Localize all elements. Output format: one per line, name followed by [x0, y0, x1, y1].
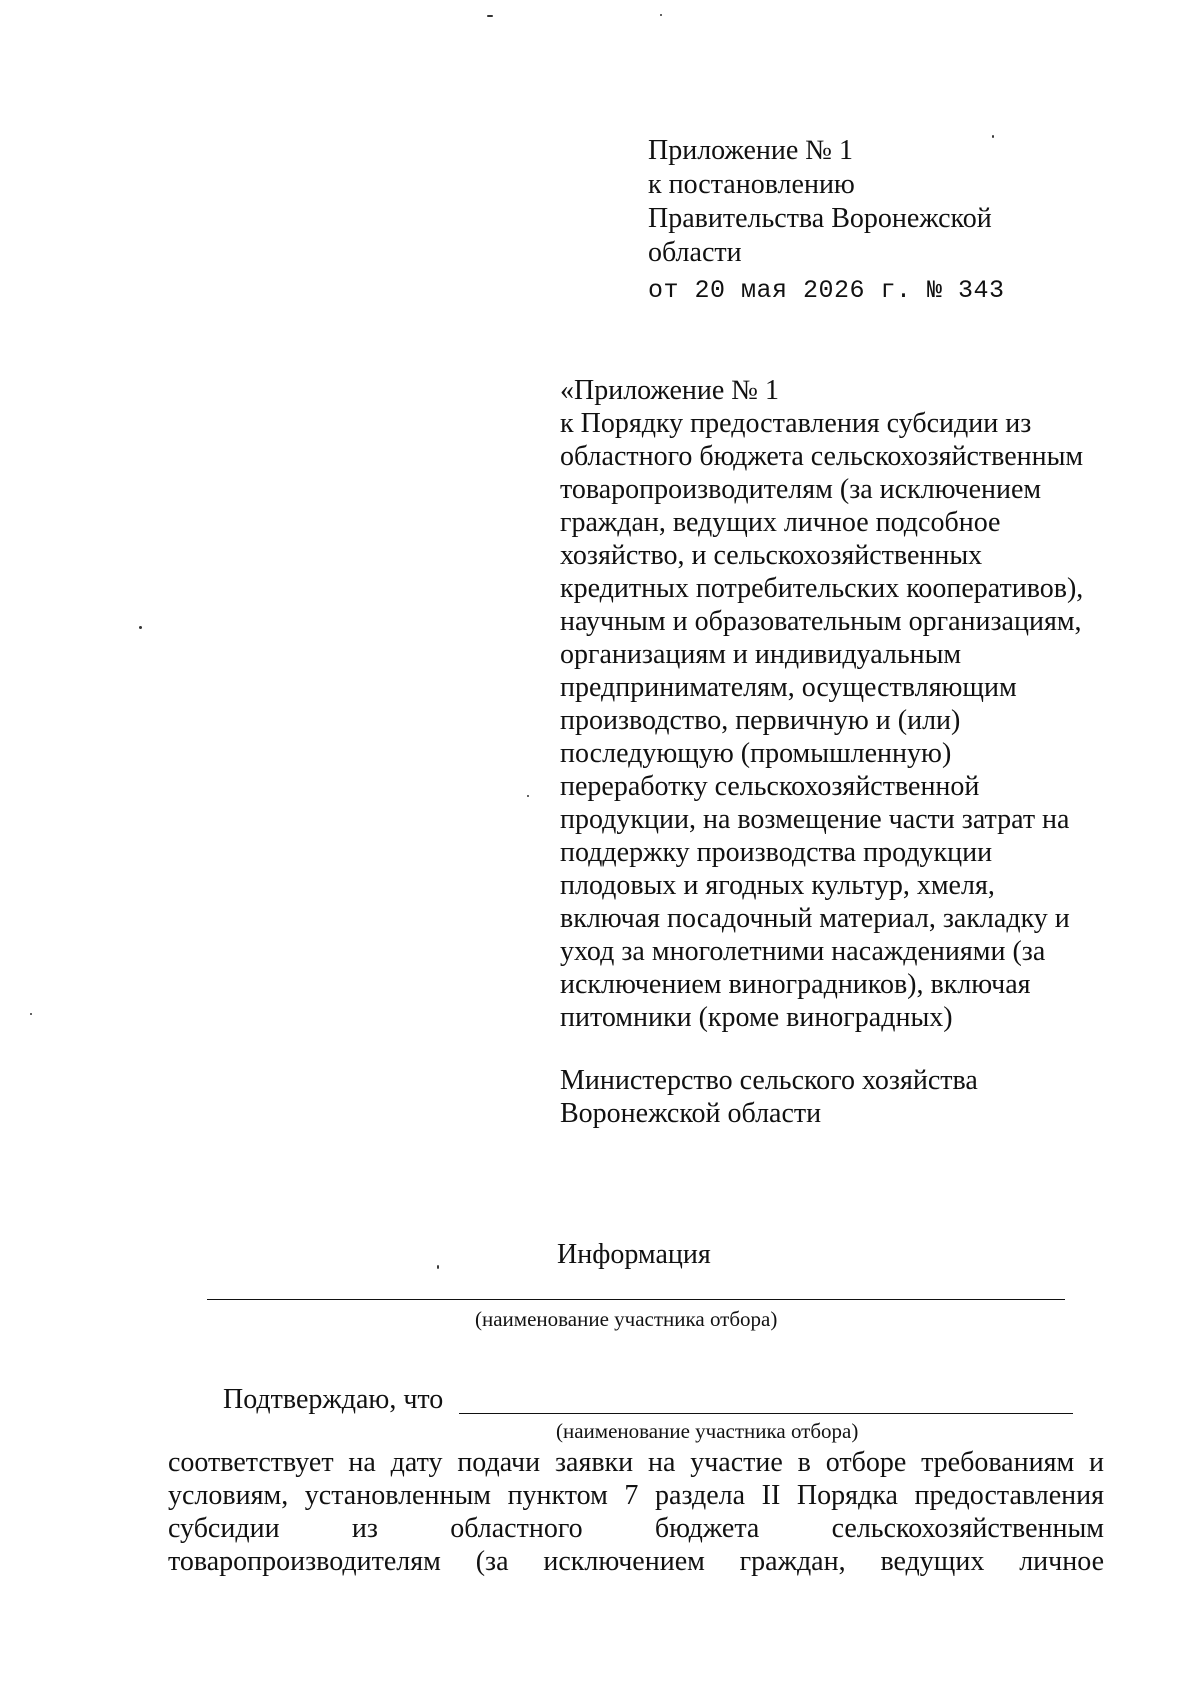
body-line: соответствует на дату подачи заявки на участие в отборе требованиям и [168, 1447, 1104, 1478]
order-appendix-line: питомники (кроме виноградных) [560, 1002, 953, 1033]
scan-speck [660, 14, 662, 16]
order-appendix-block [560, 374, 1083, 1130]
info-title: Информация [557, 1239, 711, 1270]
scan-speck [487, 15, 493, 17]
participant-name-caption: (наименование участника отбора) [475, 1307, 778, 1331]
ministry-name [560, 1064, 1083, 1130]
order-appendix-line: продукции, на возмещение части затрат на [560, 804, 1070, 835]
order-appendix-line: производство, первичную и (или) [560, 705, 961, 736]
scan-speck [139, 626, 142, 629]
order-appendix-line: научным и образовательным организациям, [560, 606, 1082, 637]
body-paragraph [168, 1446, 1104, 1578]
order-appendix-line: товаропроизводителям (за исключением [560, 474, 1042, 505]
order-appendix-line: областного бюджета сельскохозяйственным [560, 441, 1084, 472]
order-appendix-line: организациям и индивидуальным [560, 639, 962, 670]
confirm-label: Подтверждаю, что [223, 1384, 444, 1415]
order-appendix-line: переработку сельскохозяйственной [560, 771, 980, 802]
decree-appendix-block [648, 134, 1005, 308]
order-appendix-line: плодовых и ягодных культур, хмеля, [560, 870, 995, 901]
order-appendix-line: «Приложение № 1 [560, 375, 779, 406]
order-appendix-line: включая посадочный материал, закладку и [560, 903, 1070, 934]
body-line: субсидии из областного бюджета сельскохозяйственным [168, 1513, 1104, 1544]
order-appendix-line: граждан, ведущих личное подсобное [560, 507, 1001, 538]
scan-speck [30, 1013, 32, 1015]
order-appendix-line: поддержку производства продукции [560, 837, 993, 868]
ministry-line: Воронежской области [560, 1098, 822, 1129]
order-appendix-line: исключением виноградников), включая [560, 969, 1031, 1000]
decree-appendix-line: Правительства Воронежской [648, 203, 992, 234]
body-line: условиям, установленным пунктом 7 раздела II Порядка предоставления [168, 1480, 1104, 1511]
scan-speck [992, 135, 994, 138]
confirm-participant-caption: (наименование участника отбора) [556, 1419, 859, 1443]
confirm-participant-underline [459, 1413, 1073, 1414]
order-appendix-line: последующую (промышленную) [560, 738, 952, 769]
decree-date-number: от 20 мая 2026 г. № 343 [648, 276, 1005, 305]
scan-speck [527, 795, 529, 797]
order-appendix-line: к Порядку предоставления субсидии из [560, 408, 1032, 439]
order-appendix-line: предпринимателям, осуществляющим [560, 672, 1017, 703]
body-line: товаропроизводителям (за исключением граждан, ведущих личное [168, 1546, 1104, 1577]
decree-appendix-line: Приложение № 1 [648, 135, 853, 166]
scan-speck [437, 1265, 439, 1269]
order-appendix-line: уход за многолетними насаждениями (за [560, 936, 1046, 967]
order-appendix-line: хозяйство, и сельскохозяйственных [560, 540, 983, 571]
ministry-line: Министерство сельского хозяйства [560, 1065, 978, 1096]
decree-appendix-line: области [648, 237, 742, 268]
decree-appendix-line: к постановлению [648, 169, 855, 200]
participant-name-underline [207, 1299, 1065, 1300]
order-appendix-line: кредитных потребительских кооперативов), [560, 573, 1084, 604]
